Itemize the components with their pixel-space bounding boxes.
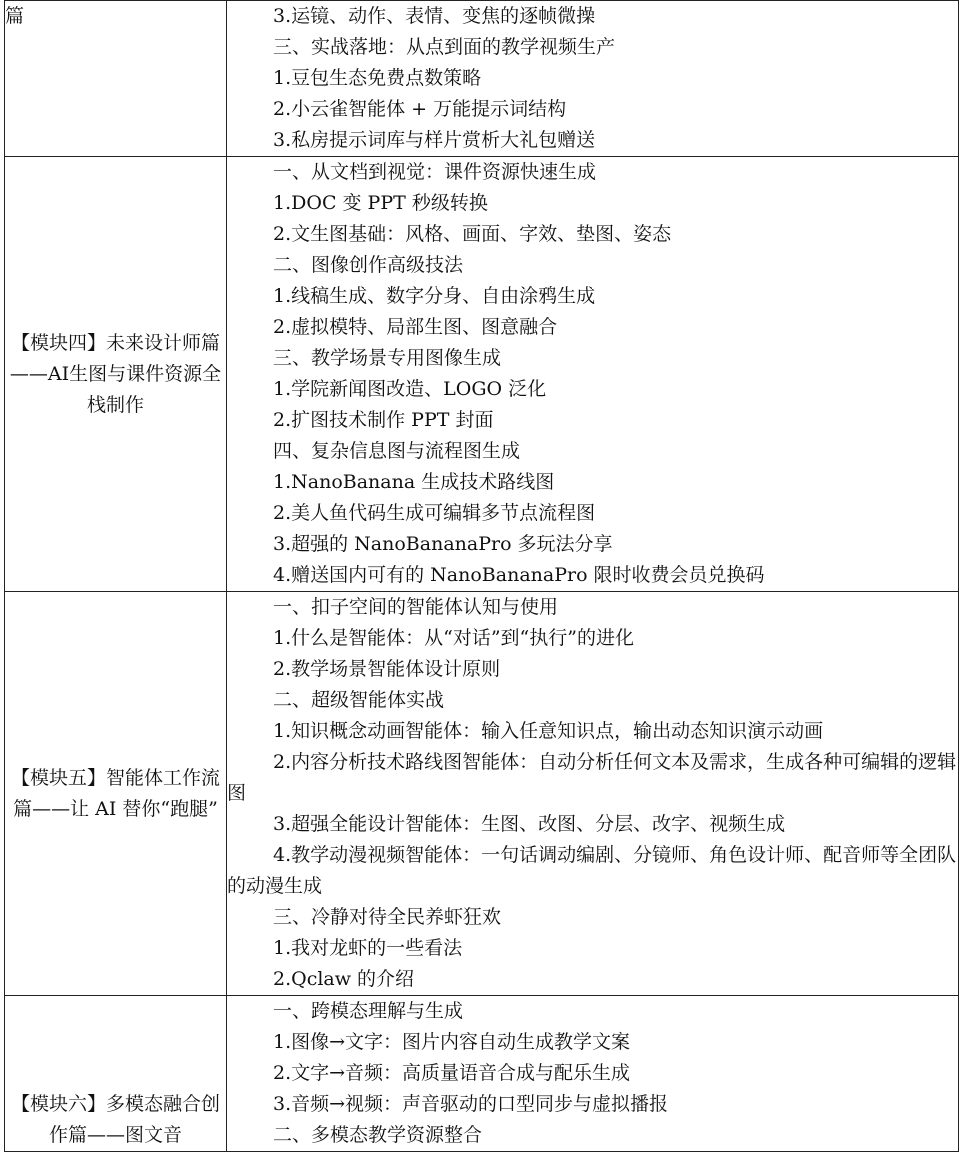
table-row	[5, 1, 959, 157]
outline-line: 2.美人鱼代码生成可编辑多节点流程图	[273, 502, 596, 524]
table-row	[5, 157, 959, 592]
module-cell: 【模块五】智能体工作流篇——让 AI 替你“跑腿”	[5, 592, 227, 996]
outline-line: 3.超强全能设计智能体：生图、改图、分层、改字、视频生成	[273, 813, 786, 835]
content-cell	[227, 1, 959, 157]
outline-line: 二、图像创作高级技法	[273, 254, 464, 276]
table-row	[5, 996, 959, 1152]
outline-line: 2.文字→音频：高质量语音合成与配乐生成	[273, 1062, 631, 1084]
outline-line: 2.教学场景智能体设计原则	[273, 658, 501, 680]
outline-line: 2.扩图技术制作 PPT 封面	[273, 409, 494, 431]
content-cell	[227, 157, 959, 592]
outline-line: 4.教学动漫视频智能体：一句话调动编剧、分镜师、角色设计师、配音师等全团队的动漫生成	[227, 844, 957, 897]
outline-line: 1.DOC 变 PPT 秒级转换	[273, 192, 488, 214]
table-row	[5, 592, 959, 996]
outline-line: 2.内容分析技术路线图智能体：自动分析任何文本及需求，生成各种可编辑的逻辑图	[227, 751, 957, 804]
outline-line: 三、教学场景专用图像生成	[273, 347, 502, 369]
outline-line: 一、从文档到视觉：课件资源快速生成	[273, 161, 597, 183]
outline-line: 1.图像→文字：图片内容自动生成教学文案	[273, 1031, 631, 1053]
outline-line: 3.超强的 NanoBananaPro 多玩法分享	[273, 533, 613, 555]
outline-line: 1.学院新闻图改造、LOGO 泛化	[273, 378, 547, 400]
outline-line: 二、多模态教学资源整合	[273, 1124, 483, 1146]
outline-line: 1.豆包生态免费点数策略	[273, 67, 482, 89]
outline-line: 三、实战落地：从点到面的教学视频生产	[273, 36, 616, 58]
outline-line: 三、冷静对待全民养虾狂欢	[273, 906, 502, 928]
outline-line: 1.什么是智能体：从“对话”到“执行”的进化	[273, 627, 634, 649]
outline-line: 2.虚拟模特、局部生图、图意融合	[273, 316, 558, 338]
course-table	[4, 0, 959, 1152]
outline-line: 3.私房提示词库与样片赏析大礼包赠送	[273, 129, 596, 151]
outline-line: 2.Qclaw 的介绍	[273, 968, 415, 990]
module-cell: 篇	[5, 1, 227, 157]
module-cell: 【模块六】多模态融合创作篇——图文音	[5, 996, 227, 1152]
content-cell	[227, 996, 959, 1152]
outline-line: 四、复杂信息图与流程图生成	[273, 440, 521, 462]
outline-line: 一、跨模态理解与生成	[273, 1000, 464, 1022]
outline-line: 1.线稿生成、数字分身、自由涂鸦生成	[273, 285, 596, 307]
module-cell: 【模块四】未来设计师篇——AI生图与课件资源全栈制作	[5, 157, 227, 592]
outline-line: 4.赠送国内可有的 NanoBananaPro 限时收费会员兑换码	[273, 564, 765, 586]
outline-line: 一、扣子空间的智能体认知与使用	[273, 596, 559, 618]
outline-line: 1.NanoBanana 生成技术路线图	[273, 471, 555, 493]
outline-line: 3.运镜、动作、表情、变焦的逐帧微操	[273, 5, 596, 27]
outline-line: 1.知识概念动画智能体：输入任意知识点，输出动态知识演示动画	[273, 720, 824, 742]
outline-line: 2.小云雀智能体 + 万能提示词结构	[273, 98, 567, 120]
outline-line: 3.音频→视频：声音驱动的口型同步与虚拟播报	[273, 1093, 669, 1115]
content-cell	[227, 592, 959, 996]
outline-line: 2.文生图基础：风格、画面、字效、垫图、姿态	[273, 223, 672, 245]
outline-line: 二、超级智能体实战	[273, 689, 445, 711]
outline-line: 1.我对龙虾的一些看法	[273, 937, 463, 959]
